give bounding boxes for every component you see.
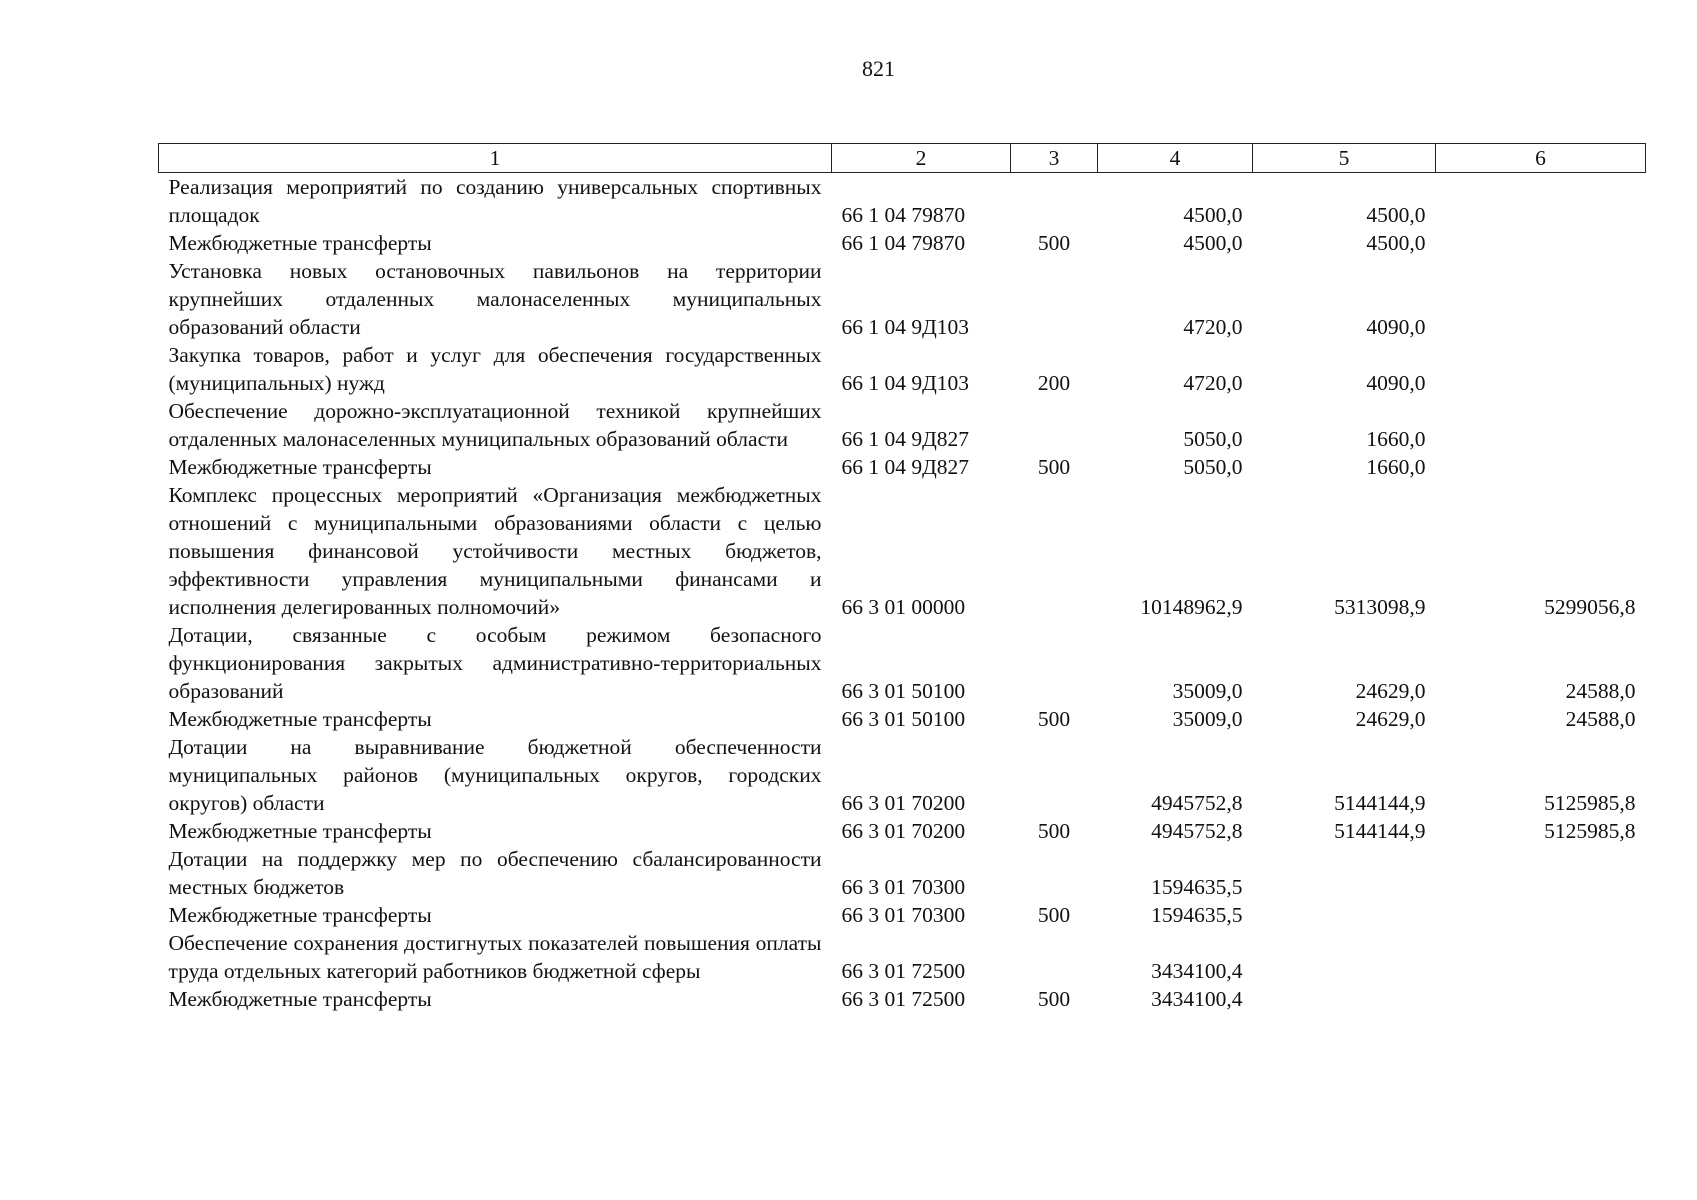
table-row — [159, 929, 1646, 985]
row-value-col5 — [1253, 845, 1436, 901]
row-value-col4: 10148962,9 — [1140, 595, 1243, 619]
row-expense-type: 500 — [1037, 231, 1071, 255]
row-value-col5: 5144144,9 — [1334, 819, 1426, 843]
table-row — [159, 845, 1646, 901]
row-value-col4: 1594635,5 — [1151, 903, 1243, 927]
row-name: Установка новых остановочных павильонов на территории крупнейших отдаленных малонаселенных муниципальных образований области — [168, 259, 822, 339]
table-row — [159, 229, 1646, 257]
row-value-col5: 24629,0 — [1355, 679, 1426, 703]
row-value-col5: 4090,0 — [1366, 315, 1426, 339]
row-code: 66 3 01 00000 — [841, 595, 966, 619]
row-value-col5: 1660,0 — [1366, 427, 1426, 451]
row-name: Межбюджетные трансферты — [168, 707, 432, 731]
row-expense-type — [1011, 733, 1098, 817]
table-row — [159, 173, 1646, 230]
table-row — [159, 901, 1646, 929]
row-value-col4: 1594635,5 — [1151, 875, 1243, 899]
row-code: 66 3 01 70300 — [841, 903, 966, 927]
row-name: Межбюджетные трансферты — [168, 819, 432, 843]
row-name: Дотации, связанные с особым режимом безопасного функционирования закрытых административно-территориальных образований — [168, 623, 822, 703]
page-number: 821 — [862, 56, 895, 81]
row-expense-type: 500 — [1037, 819, 1071, 843]
row-value-col4: 4945752,8 — [1151, 791, 1243, 815]
row-value-col6 — [1436, 229, 1646, 257]
row-name: Межбюджетные трансферты — [168, 455, 432, 479]
row-name: Обеспечение дорожно-эксплуатационной техникой крупнейших отдаленных малонаселенных муниципальных образований области — [168, 399, 822, 451]
budget-table — [158, 143, 1646, 1013]
row-name: Межбюджетные трансферты — [168, 231, 432, 255]
row-code: 66 1 04 9Д827 — [841, 455, 970, 479]
row-value-col6 — [1436, 257, 1646, 341]
row-value-col6 — [1436, 845, 1646, 901]
row-code: 66 3 01 70200 — [841, 791, 966, 815]
row-value-col5 — [1253, 985, 1436, 1013]
table-row — [159, 257, 1646, 341]
row-value-col4: 4720,0 — [1183, 371, 1243, 395]
row-value-col6: 5125985,8 — [1544, 791, 1636, 815]
row-value-col5: 4500,0 — [1366, 231, 1426, 255]
row-value-col4: 3434100,4 — [1151, 987, 1243, 1011]
table-row — [159, 481, 1646, 621]
row-value-col4: 4500,0 — [1183, 231, 1243, 255]
row-value-col4: 5050,0 — [1183, 455, 1243, 479]
row-name: Комплекс процессных мероприятий «Организация межбюджетных отношений с муниципальными образованиями области с целью повышения финансовой устойчивости местных бюджетов, эффективности управления муниципальными финансами и исполнения делегированных полномочий» — [168, 483, 822, 619]
row-code: 66 3 01 50100 — [841, 707, 966, 731]
row-value-col6: 24588,0 — [1565, 707, 1636, 731]
row-value-col4: 35009,0 — [1172, 679, 1243, 703]
column-header-2: 2 — [832, 144, 1011, 173]
row-code: 66 3 01 70200 — [841, 819, 966, 843]
row-name: Межбюджетные трансферты — [168, 903, 432, 927]
row-value-col4: 5050,0 — [1183, 427, 1243, 451]
row-value-col5 — [1253, 901, 1436, 929]
row-value-col4: 3434100,4 — [1151, 959, 1243, 983]
table-row — [159, 985, 1646, 1013]
row-expense-type — [1011, 257, 1098, 341]
row-expense-type — [1011, 173, 1098, 230]
row-code: 66 1 04 79870 — [841, 203, 966, 227]
row-value-col5: 24629,0 — [1355, 707, 1426, 731]
table-row — [159, 817, 1646, 845]
row-name: Межбюджетные трансферты — [168, 987, 432, 1011]
row-code: 66 1 04 79870 — [841, 231, 966, 255]
row-expense-type — [1011, 845, 1098, 901]
row-value-col5: 5144144,9 — [1334, 791, 1426, 815]
row-value-col4: 4720,0 — [1183, 315, 1243, 339]
row-value-col4: 4500,0 — [1183, 203, 1243, 227]
row-value-col6 — [1436, 453, 1646, 481]
row-expense-type — [1011, 621, 1098, 705]
row-value-col5: 4500,0 — [1366, 203, 1426, 227]
table-row — [159, 621, 1646, 705]
row-value-col5 — [1253, 929, 1436, 985]
row-code: 66 1 04 9Д103 — [841, 371, 970, 395]
row-code: 66 3 01 50100 — [841, 679, 966, 703]
row-name: Реализация мероприятий по созданию универсальных спортивных площадок — [168, 175, 822, 227]
row-value-col6 — [1436, 901, 1646, 929]
table-row — [159, 733, 1646, 817]
row-code: 66 3 01 72500 — [841, 987, 966, 1011]
table-row — [159, 453, 1646, 481]
column-header-5: 5 — [1253, 144, 1436, 173]
row-value-col6 — [1436, 341, 1646, 397]
column-header-1: 1 — [159, 144, 832, 173]
row-expense-type: 500 — [1037, 903, 1071, 927]
row-code: 66 1 04 9Д827 — [841, 427, 970, 451]
row-code: 66 1 04 9Д103 — [841, 315, 970, 339]
table-row — [159, 705, 1646, 733]
row-expense-type: 500 — [1037, 987, 1071, 1011]
row-expense-type: 500 — [1037, 707, 1071, 731]
row-value-col6 — [1436, 929, 1646, 985]
row-name: Дотации на поддержку мер по обеспечению сбалансированности местных бюджетов — [168, 847, 822, 899]
row-expense-type: 500 — [1037, 455, 1071, 479]
row-expense-type — [1011, 929, 1098, 985]
row-value-col6 — [1436, 173, 1646, 230]
row-value-col5: 4090,0 — [1366, 371, 1426, 395]
column-header-4: 4 — [1098, 144, 1253, 173]
column-header-3: 3 — [1011, 144, 1098, 173]
column-header-6: 6 — [1436, 144, 1646, 173]
table-row — [159, 341, 1646, 397]
table-row — [159, 397, 1646, 453]
row-value-col4: 4945752,8 — [1151, 819, 1243, 843]
column-number-row — [159, 144, 1646, 173]
row-value-col6: 5125985,8 — [1544, 819, 1636, 843]
row-value-col6: 5299056,8 — [1544, 595, 1636, 619]
row-value-col5: 5313098,9 — [1334, 595, 1426, 619]
row-name: Дотации на выравнивание бюджетной обеспеченности муниципальных районов (муниципальных округов, городских округов) области — [168, 735, 822, 815]
row-value-col6 — [1436, 397, 1646, 453]
row-value-col6: 24588,0 — [1565, 679, 1636, 703]
row-expense-type: 200 — [1037, 371, 1071, 395]
row-value-col6 — [1436, 985, 1646, 1013]
row-expense-type — [1011, 397, 1098, 453]
row-code: 66 3 01 72500 — [841, 959, 966, 983]
table-body — [159, 173, 1646, 1014]
row-expense-type — [1011, 481, 1098, 621]
row-code: 66 3 01 70300 — [841, 875, 966, 899]
row-name: Обеспечение сохранения достигнутых показателей повышения оплаты труда отдельных категорий работников бюджетной сферы — [168, 931, 822, 983]
row-value-col4: 35009,0 — [1172, 707, 1243, 731]
row-value-col5: 1660,0 — [1366, 455, 1426, 479]
row-name: Закупка товаров, работ и услуг для обеспечения государственных (муниципальных) нужд — [168, 343, 822, 395]
